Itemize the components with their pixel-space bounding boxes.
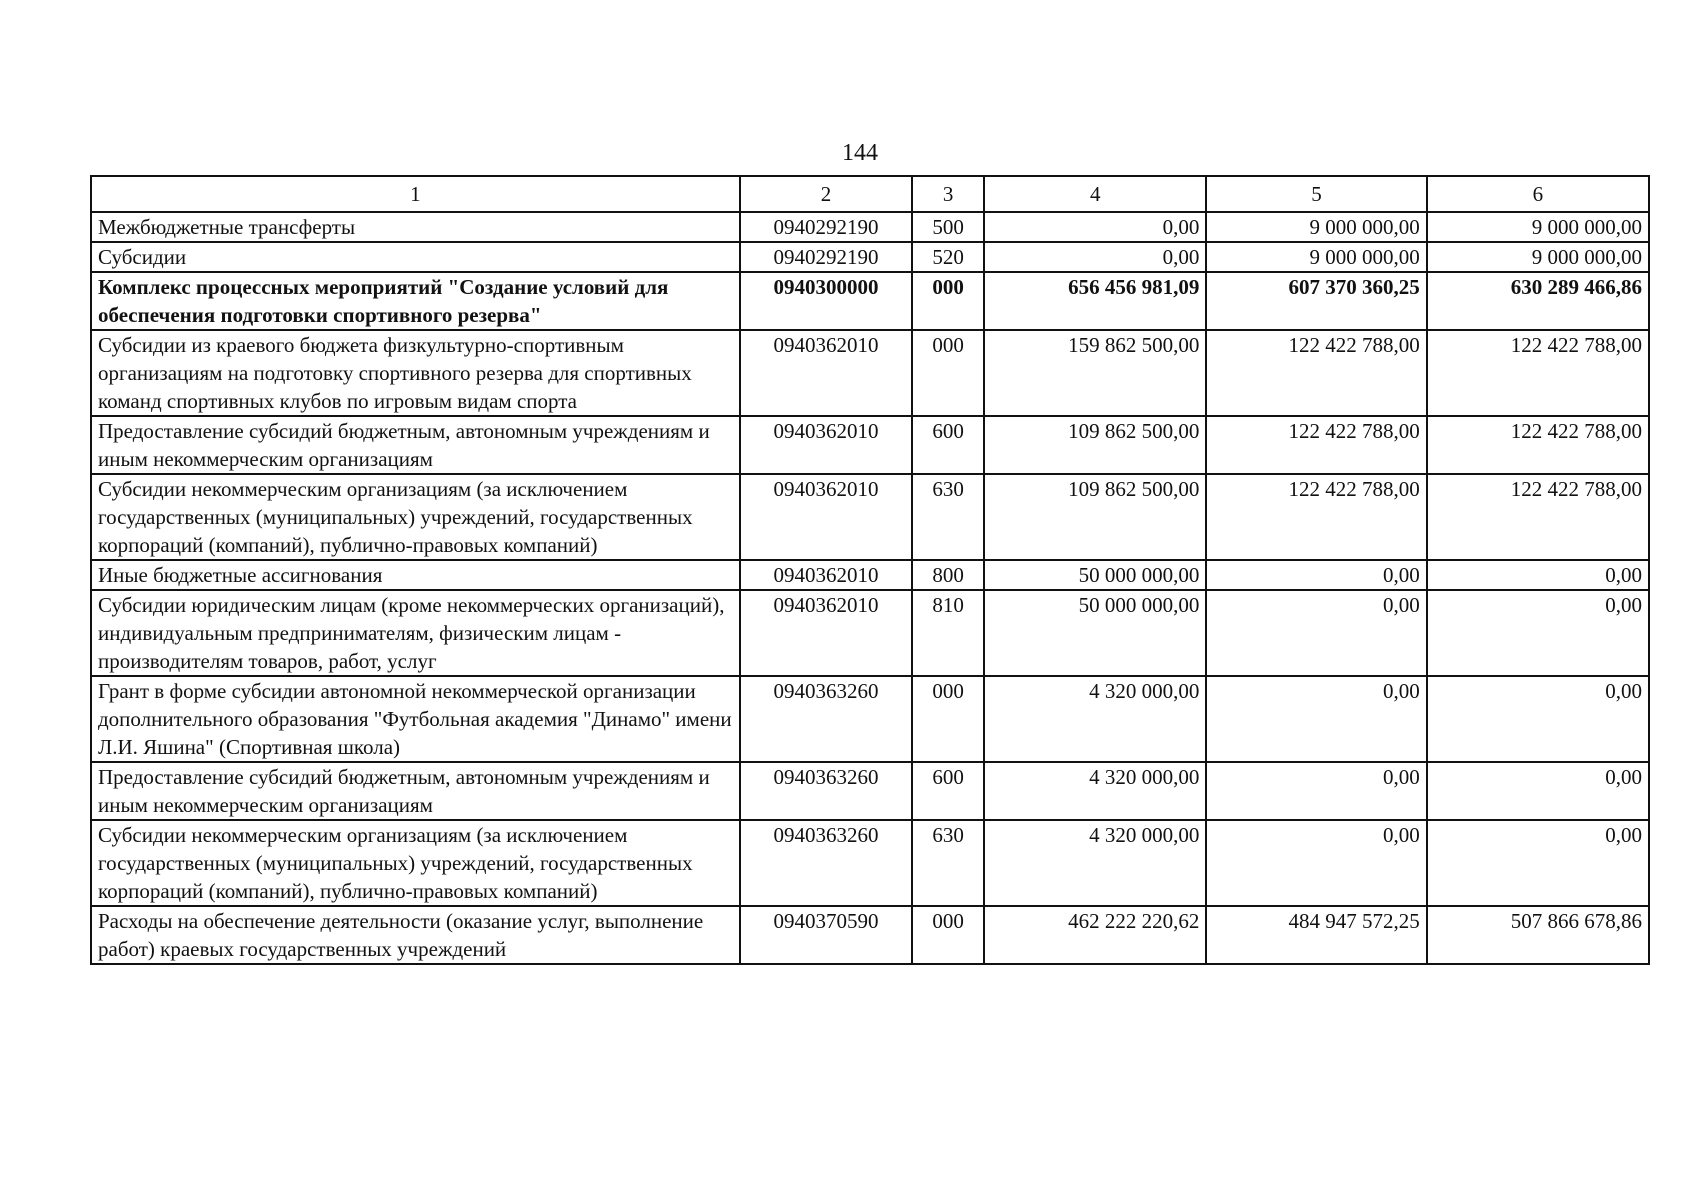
expense-type-code: 630 (912, 820, 984, 906)
table-body (91, 212, 1649, 964)
amount-col-4: 50 000 000,00 (984, 590, 1206, 676)
target-code: 0940362010 (740, 560, 912, 590)
amount-col-6: 9 000 000,00 (1427, 242, 1649, 272)
column-header-2: 2 (740, 176, 912, 212)
amount-col-6: 0,00 (1427, 820, 1649, 906)
expense-type-code: 000 (912, 676, 984, 762)
target-code: 0940292190 (740, 242, 912, 272)
table-row (91, 906, 1649, 964)
item-name: Иные бюджетные ассигнования (91, 560, 740, 590)
table-row (91, 560, 1649, 590)
amount-col-5: 0,00 (1206, 762, 1426, 820)
column-header-1: 1 (91, 176, 740, 212)
amount-col-4: 159 862 500,00 (984, 330, 1206, 416)
item-name: Комплекс процессных мероприятий "Создание условий для обеспечения подготовки спортивного резерва" (91, 272, 740, 330)
expense-type-code: 600 (912, 762, 984, 820)
amount-col-5: 122 422 788,00 (1206, 330, 1426, 416)
item-name: Грант в форме субсидии автономной некоммерческой организации дополнительного образования "Футбольная академия "Динамо" имени Л.И. Яшина" (Спортивная школа) (91, 676, 740, 762)
amount-col-6: 630 289 466,86 (1427, 272, 1649, 330)
target-code: 0940363260 (740, 676, 912, 762)
expense-type-code: 000 (912, 906, 984, 964)
table-row (91, 272, 1649, 330)
table-row (91, 762, 1649, 820)
table-row (91, 820, 1649, 906)
amount-col-5: 0,00 (1206, 820, 1426, 906)
amount-col-4: 109 862 500,00 (984, 474, 1206, 560)
table-row (91, 590, 1649, 676)
table-row (91, 242, 1649, 272)
amount-col-4: 656 456 981,09 (984, 272, 1206, 330)
amount-col-6: 0,00 (1427, 676, 1649, 762)
amount-col-5: 607 370 360,25 (1206, 272, 1426, 330)
amount-col-4: 462 222 220,62 (984, 906, 1206, 964)
amount-col-4: 0,00 (984, 242, 1206, 272)
target-code: 0940362010 (740, 416, 912, 474)
amount-col-6: 122 422 788,00 (1427, 474, 1649, 560)
amount-col-5: 122 422 788,00 (1206, 474, 1426, 560)
amount-col-4: 4 320 000,00 (984, 676, 1206, 762)
expense-type-code: 520 (912, 242, 984, 272)
table-row (91, 212, 1649, 242)
amount-col-4: 4 320 000,00 (984, 762, 1206, 820)
table-row (91, 330, 1649, 416)
column-header-4: 4 (984, 176, 1206, 212)
target-code: 0940362010 (740, 590, 912, 676)
item-name: Межбюджетные трансферты (91, 212, 740, 242)
expense-type-code: 000 (912, 272, 984, 330)
target-code: 0940370590 (740, 906, 912, 964)
column-header-3: 3 (912, 176, 984, 212)
amount-col-5: 0,00 (1206, 560, 1426, 590)
expense-type-code: 800 (912, 560, 984, 590)
amount-col-4: 4 320 000,00 (984, 820, 1206, 906)
amount-col-4: 0,00 (984, 212, 1206, 242)
amount-col-6: 122 422 788,00 (1427, 416, 1649, 474)
amount-col-5: 9 000 000,00 (1206, 212, 1426, 242)
amount-col-5: 0,00 (1206, 590, 1426, 676)
amount-col-4: 109 862 500,00 (984, 416, 1206, 474)
amount-col-6: 0,00 (1427, 560, 1649, 590)
target-code: 0940362010 (740, 474, 912, 560)
expense-type-code: 630 (912, 474, 984, 560)
target-code: 0940363260 (740, 762, 912, 820)
header-row (91, 176, 1649, 212)
item-name: Субсидии (91, 242, 740, 272)
page-number: 144 (842, 140, 878, 166)
target-code: 0940363260 (740, 820, 912, 906)
amount-col-5: 484 947 572,25 (1206, 906, 1426, 964)
target-code: 0940300000 (740, 272, 912, 330)
column-header-5: 5 (1206, 176, 1426, 212)
amount-col-5: 9 000 000,00 (1206, 242, 1426, 272)
target-code: 0940362010 (740, 330, 912, 416)
item-name: Субсидии из краевого бюджета физкультурно-спортивным организациям на подготовку спортивного резерва для спортивных команд спортивных клубов по игровым видам спорта (91, 330, 740, 416)
amount-col-5: 0,00 (1206, 676, 1426, 762)
amount-col-6: 9 000 000,00 (1427, 212, 1649, 242)
table-row (91, 474, 1649, 560)
item-name: Субсидии некоммерческим организациям (за исключением государственных (муниципальных) учреждений, государственных корпораций (компаний), публично-правовых компаний) (91, 820, 740, 906)
amount-col-5: 122 422 788,00 (1206, 416, 1426, 474)
item-name: Предоставление субсидий бюджетным, автономным учреждениям и иным некоммерческим организациям (91, 416, 740, 474)
expense-type-code: 000 (912, 330, 984, 416)
expense-type-code: 600 (912, 416, 984, 474)
amount-col-6: 0,00 (1427, 590, 1649, 676)
amount-col-6: 122 422 788,00 (1427, 330, 1649, 416)
expense-type-code: 500 (912, 212, 984, 242)
item-name: Субсидии некоммерческим организациям (за исключением государственных (муниципальных) учреждений, государственных корпораций (компаний), публично-правовых компаний) (91, 474, 740, 560)
table-row (91, 416, 1649, 474)
amount-col-6: 0,00 (1427, 762, 1649, 820)
item-name: Субсидии юридическим лицам (кроме некоммерческих организаций), индивидуальным предпринимателям, физическим лицам - производителям товаров, работ, услуг (91, 590, 740, 676)
column-header-6: 6 (1427, 176, 1649, 212)
target-code: 0940292190 (740, 212, 912, 242)
item-name: Предоставление субсидий бюджетным, автономным учреждениям и иным некоммерческим организациям (91, 762, 740, 820)
amount-col-4: 50 000 000,00 (984, 560, 1206, 590)
item-name: Расходы на обеспечение деятельности (оказание услуг, выполнение работ) краевых государственных учреждений (91, 906, 740, 964)
table-row (91, 676, 1649, 762)
budget-table (90, 175, 1650, 965)
amount-col-6: 507 866 678,86 (1427, 906, 1649, 964)
expense-type-code: 810 (912, 590, 984, 676)
